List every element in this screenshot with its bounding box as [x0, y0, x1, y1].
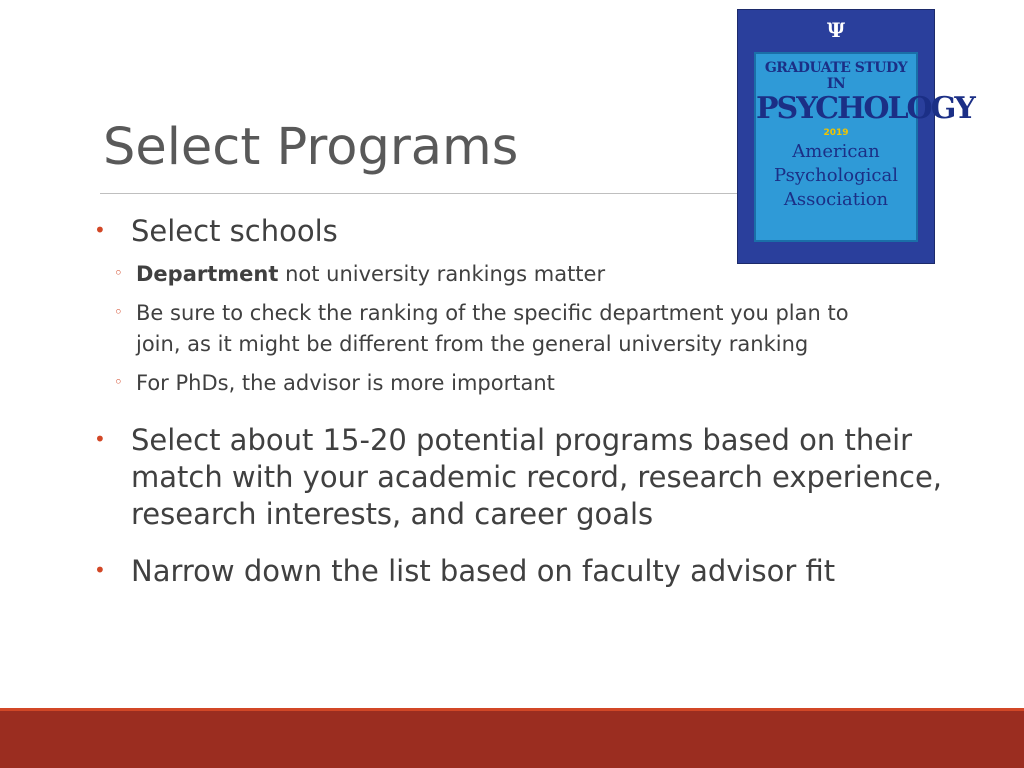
sub-bullet-phd-advisor: For PhDs, the advisor is more important [136, 371, 555, 395]
book-title-line1: GRADUATE STUDY IN [764, 60, 908, 92]
bullet-marker: • [94, 427, 106, 451]
title-divider [100, 193, 740, 194]
book-publisher-line1: American [792, 141, 880, 162]
bullet-select-programs-line1: Select about 15-20 potential programs based on their [131, 423, 913, 457]
book-inner-panel [754, 52, 974, 242]
bullet-select-schools: Select schools [131, 214, 338, 248]
book-year: 2019 [823, 128, 849, 138]
sub-bullet-check-ranking-line2: join, as it might be different from the general university ranking [136, 332, 809, 356]
book-logo: Ψ [826, 18, 846, 42]
bullet-select-programs-line2: match with your academic record, research experience, [131, 460, 943, 494]
bullet-select-programs-line3: research interests, and career goals [131, 497, 654, 531]
sub-bullet-check-ranking-line1: Be sure to check the ranking of the specific department you plan to [136, 301, 849, 325]
book-publisher-line2: Psychological [774, 165, 898, 186]
book-publisher-line3: Association [783, 189, 889, 210]
bullet-narrow-down: Narrow down the list based on faculty advisor fit [131, 554, 836, 588]
sub-bullet-marker: ◦ [114, 303, 123, 321]
bullet-marker: • [94, 558, 106, 582]
bullet-marker: • [94, 218, 106, 242]
sub-bullet-department [136, 259, 605, 290]
sub-bullet-department-text: not university rankings matter [278, 262, 606, 286]
sub-bullet-marker: ◦ [114, 373, 123, 391]
footer-bar [0, 711, 1024, 768]
sub-bullet-marker: ◦ [114, 264, 123, 282]
book-title-line2: PSYCHOLOGY [756, 91, 974, 126]
book-cover-image [737, 9, 974, 264]
sub-bullet-department-bold: Department [136, 262, 279, 286]
slide-title: Select Programs [103, 118, 519, 177]
